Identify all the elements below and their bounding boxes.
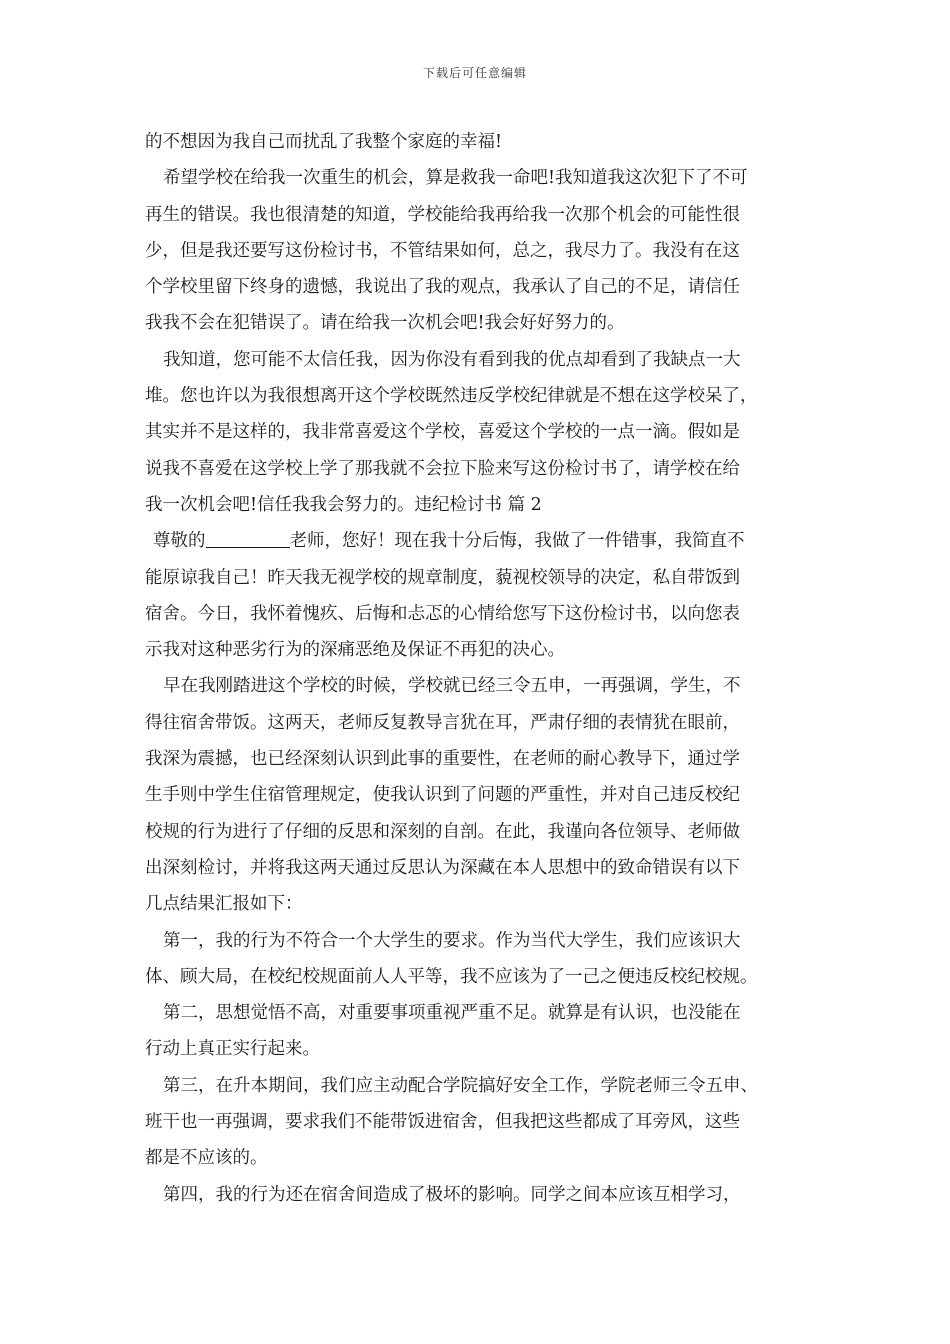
text-line: 几点结果汇报如下： — [145, 894, 303, 915]
text-line — [145, 523, 810, 559]
text-line: 其实并不是这样的，我非常喜爱这个学校，喜爱这个学校的一点一滴。假如是 — [145, 422, 740, 443]
text-segment: 老师，您好！现在我十分后悔，我做了一件错事，我简直不 — [289, 531, 745, 552]
document-body — [145, 124, 810, 1213]
text-line: 宿舍。今日，我怀着愧疚、后悔和忐忑的心情给您写下这份检讨书，以向您表 — [145, 603, 740, 624]
text-line: 早在我刚踏进这个学校的时候，学校就已经三令五申，一再强调，学生，不 — [163, 676, 741, 697]
text-line: 示我对这种恶劣行为的深痛恶绝及保证不再犯的决心。 — [145, 640, 565, 661]
page-header: 下载后可任意编辑 — [422, 66, 527, 80]
text-line: 第三，在升本期间，我们应主动配合学院搞好安全工作，学院老师三令五申、 — [163, 1075, 758, 1096]
text-line: 都是不应该的。 — [145, 1148, 268, 1169]
text-line: 的不想因为我自己而扰乱了我整个家庭的幸福! — [145, 132, 503, 152]
text-line: 生手则中学生住宿管理规定，使我认识到了问题的严重性，并对自己违反校纪 — [145, 785, 740, 806]
text-line: 第一，我的行为不符合一个大学生的要求。作为当代大学生，我们应该识大 — [163, 930, 741, 951]
text-line: 我一次机会吧!信任我我会努力的。违纪检讨书 篇 2 — [145, 494, 542, 515]
text-line: 第四，我的行为还在宿舍间造成了极坏的影响。同学之间本应该互相学习， — [163, 1184, 741, 1205]
text-line: 我深为震撼，也已经深刻认识到此事的重要性，在老师的耐心教导下，通过学 — [145, 749, 740, 770]
text-line: 我我不会在犯错误了。请在给我一次机会吧!我会好好努力的。 — [145, 313, 625, 334]
text-line: 说我不喜爱在这学校上学了那我就不会拉下脸来写这份检讨书了，请学校在给 — [145, 458, 740, 479]
text-line: 个学校里留下终身的遗憾，我说出了我的观点，我承认了自己的不足，请信任 — [145, 277, 740, 298]
text-line: 出深刻检讨，并将我这两天通过反思认为深藏在本人思想中的致命错误有以下 — [145, 857, 740, 878]
text-line: 得往宿舍带饭。这两天，老师反复教导言犹在耳，严肃仔细的表情犹在眼前， — [145, 712, 740, 733]
text-line: 希望学校在给我一次重生的机会，算是救我一命吧!我知道我这次犯下了不可 — [163, 168, 748, 189]
fill-in-blank — [206, 529, 290, 548]
text-line: 行动上真正实行起来。 — [145, 1039, 320, 1060]
text-segment: 尊敬的 — [153, 531, 206, 552]
text-line: 能原谅我自己！昨天我无视学校的规章制度，藐视校领导的决定，私自带饭到 — [145, 567, 740, 588]
text-line: 班干也一再强调，要求我们不能带饭进宿舍，但我把这些都成了耳旁风，这些 — [145, 1112, 740, 1133]
text-line: 再生的错误。我也很清楚的知道，学校能给我再给我一次那个机会的可能性很 — [145, 204, 740, 225]
text-line: 少，但是我还要写这份检讨书，不管结果如何，总之，我尽力了。我没有在这 — [145, 240, 740, 261]
text-line: 堆。您也许以为我很想离开这个学校既然违反学校纪律就是不想在这学校呆了， — [145, 386, 758, 407]
text-line: 校规的行为进行了仔细的反思和深刻的自剖。在此，我谨向各位领导、老师做 — [145, 821, 740, 842]
text-line: 体、顾大局，在校纪校规面前人人平等，我不应该为了一己之便违反校纪校规。 — [145, 966, 758, 987]
text-line: 我知道，您可能不太信任我，因为你没有看到我的优点却看到了我缺点一大 — [163, 349, 741, 370]
text-line: 第二，思想觉悟不高，对重要事项重视严重不足。就算是有认识，也没能在 — [163, 1003, 741, 1024]
